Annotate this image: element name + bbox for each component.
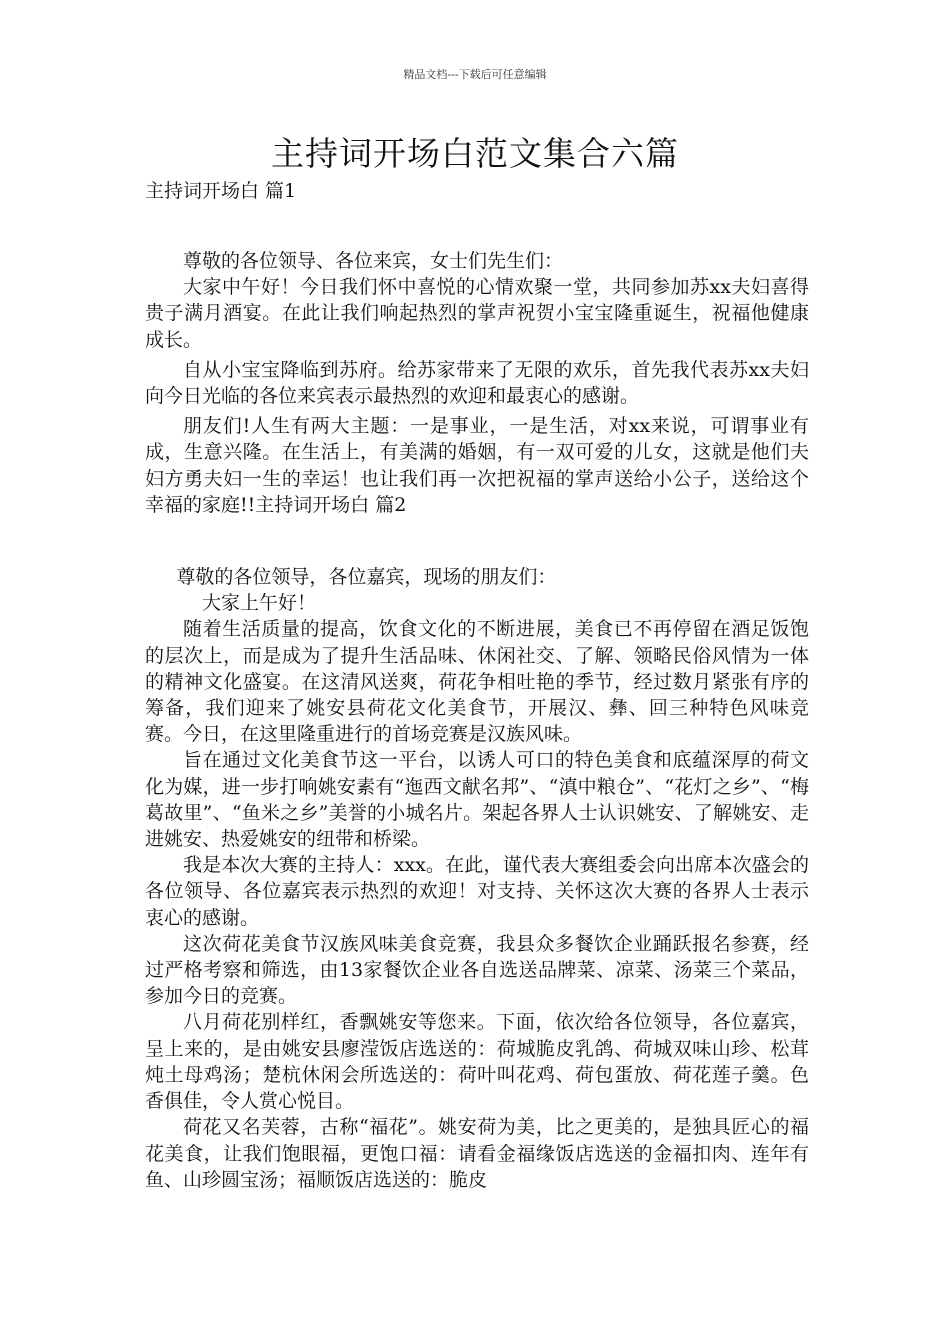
- section-subtitle: 主持词开场白 篇1: [145, 180, 297, 202]
- paragraph: 大家中午好！今日我们怀中喜悦的心情欢聚一堂，共同参加苏xx夫妇喜得贵子满月酒宴。在此让我们响起热烈的掌声祝贺小宝宝隆重诞生，祝福他健康成长。: [145, 276, 809, 351]
- paragraph: 随着生活质量的提高，饮食文化的不断进展，美食已不再停留在酒足饭饱的层次上，而是成为了提升生活品味、休闲社交、了解、领略民俗风情为一体的精神文化盛宴。在这清风送爽，荷花争相吐艳的季节，经过数月紧张有序的筹备，我们迎来了姚安县荷花文化美食节，开展汉、彝、回三种特色风味竞赛。今日，在这里隆重进行的首场竞赛是汉族风味。: [145, 618, 809, 746]
- document-body: [145, 248, 809, 1193]
- paragraph: 我是本次大赛的主持人：xxx。在此，谨代表大赛组委会向出席本次盛会的各位领导、各位嘉宾表示热烈的欢迎！对支持、关怀这次大赛的各界人士表示衷心的感谢。: [145, 854, 809, 929]
- paragraph-salutation: 尊敬的各位领导，各位嘉宾，现场的朋友们：: [176, 566, 557, 589]
- header-note: 精品文档---下载后可任意编辑: [403, 68, 547, 81]
- paragraph-salutation: 尊敬的各位领导、各位来宾，女士们先生们：: [183, 250, 564, 272]
- paragraph-greeting: 大家上午好！: [202, 592, 317, 615]
- paragraph: 八月荷花别样红，香飘姚安等您来。下面，依次给各位领导，各位嘉宾，呈上来的，是由姚安县廖滢饭店选送的：荷城脆皮乳鸽、荷城双味山珍、松茸炖土母鸡汤；楚杭休闲会所选送的：荷叶叫花鸡、荷包蛋放、荷花莲子羹。色香俱佳，令人赏心悦目。: [145, 1011, 809, 1113]
- paragraph: 朋友们!人生有两大主题：一是事业，一是生活，对xx来说，可谓事业有成，生意兴隆。在生活上，有美满的婚姻，有一双可爱的儿女，这就是他们夫妇方勇夫妇一生的幸运！也让我们再一次把祝福的掌声送给小公子，送给这个幸福的家庭!!主持词开场白 篇2: [145, 415, 809, 516]
- paragraph: 自从小宝宝降临到苏府。给苏家带来了无限的欢乐，首先我代表苏xx夫妇向今日光临的各位来宾表示最热烈的欢迎和最衷心的感谢。: [145, 358, 809, 408]
- paragraph: 这次荷花美食节汉族风味美食竞赛，我县众多餐饮企业踊跃报名参赛，经过严格考察和筛选，由13家餐饮企业各自选送品牌菜、凉菜、汤菜三个菜品，参加今日的竞赛。: [145, 932, 809, 1008]
- paragraph: 旨在通过文化美食节这一平台，以诱人可口的特色美食和底蕴深厚的荷文化为媒，进一步打响姚安素有“迤西文献名邦”、“滇中粮仓”、“花灯之乡”、“梅葛故里”、“鱼米之乡”美誉的小城名片。架起各界人士认识姚安、了解姚安、走进姚安、热爱姚安的纽带和桥梁。: [145, 749, 809, 851]
- paragraph: 荷花又名芙蓉，古称“福花”。姚安荷为美，比之更美的，是独具匠心的福花美食，让我们饱眼福，更饱口福：请看金福缘饭店选送的金福扣肉、连年有鱼、山珍圆宝汤；福顺饭店选送的：脆皮: [145, 1116, 809, 1191]
- document-title: 主持词开场白范文集合六篇: [271, 134, 679, 173]
